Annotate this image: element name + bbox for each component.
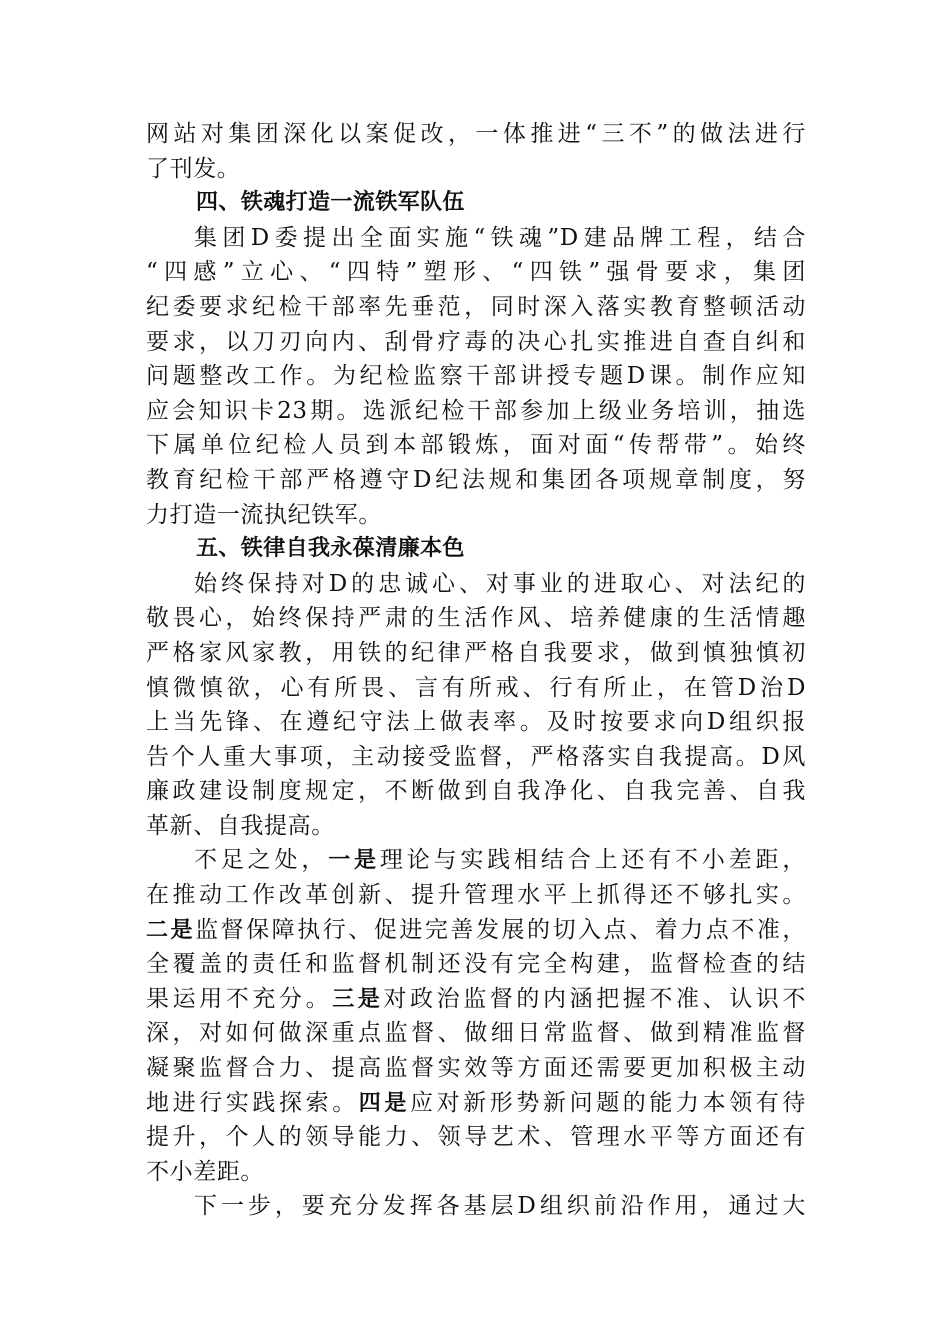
text-line: 提升，个人的领导能力、领导艺术、管理水平等方面还有 bbox=[146, 1124, 806, 1151]
text-line: 应会知识卡23期。选派纪检干部参加上级业务培训，抽选 bbox=[146, 397, 806, 424]
text-line: 深，对如何做深重点监督、做细日常监督、做到精准监督 bbox=[146, 1020, 806, 1047]
document-page bbox=[146, 117, 806, 1224]
bold-marker: 四是 bbox=[358, 1090, 410, 1116]
text-line: 严格家风家教，用铁的纪律严格自我要求，做到慎独慎初 bbox=[146, 639, 806, 666]
text-line: 始终保持对D的忠诚心、对事业的进取心、对法纪的 bbox=[194, 570, 806, 597]
text-line: 不小差距。 bbox=[146, 1158, 264, 1185]
text-line: 慎微慎欲，心有所畏、言有所戒、行有所止，在管D治D bbox=[146, 674, 806, 701]
text-line: 下属单位纪检人员到本部锻炼，面对面“传帮带”。始终 bbox=[146, 432, 806, 459]
text-line: 教育纪检干部严格遵守D纪法规和集团各项规章制度，努 bbox=[146, 466, 806, 493]
text-line: 下一步，要充分发挥各基层D组织前沿作用，通过大 bbox=[194, 1193, 806, 1220]
text-line: 不足之处，一是理论与实践相结合上还有不小差距， bbox=[194, 847, 806, 874]
text-line: 要求，以刀刃向内、刮骨疗毒的决心扎实推进自查自纠和 bbox=[146, 328, 806, 355]
text-line: 上当先锋、在遵纪守法上做表率。及时按要求向D组织报 bbox=[146, 709, 806, 736]
text-line: 敬畏心，始终保持严肃的生活作风、培养健康的生活情趣 bbox=[146, 605, 806, 632]
text-line: 网站对集团深化以案促改，一体推进“三不”的做法进行 bbox=[146, 121, 806, 147]
text-line: 凝聚监督合力、提高监督实效等方面还需要更加积极主动 bbox=[146, 1055, 806, 1082]
section-heading: 五、铁律自我永葆清廉本色 bbox=[196, 536, 465, 562]
text-line: 果运用不充分。三是对政治监督的内涵把握不准、认识不 bbox=[146, 985, 806, 1012]
bold-marker: 二是 bbox=[146, 917, 196, 943]
bold-marker: 一是 bbox=[328, 848, 380, 874]
text-line: 问题整改工作。为纪检监察干部讲授专题D课。制作应知 bbox=[146, 363, 806, 390]
document-body bbox=[146, 117, 806, 843]
text-line: “四感”立心、“四特”塑形、“四铁”强骨要求，集团 bbox=[146, 259, 806, 286]
text-line: 二是监督保障执行、促进完善发展的切入点、着力点不准， bbox=[146, 916, 806, 943]
text-line: 力打造一流执纪铁军。 bbox=[146, 501, 382, 528]
text-line: 纪委要求纪检干部率先垂范，同时深入落实教育整顿活动 bbox=[146, 293, 806, 320]
shortcomings-paragraph bbox=[146, 843, 806, 1189]
text-line: 在推动工作改革创新、提升管理水平上抓得还不够扎实。 bbox=[146, 882, 806, 909]
text-line: 告个人重大事项，主动接受监督，严格落实自我提高。D风 bbox=[146, 743, 806, 770]
section-heading: 四、铁魂打造一流铁军队伍 bbox=[196, 190, 465, 216]
bold-marker: 三是 bbox=[332, 986, 384, 1012]
text-line: 全覆盖的责任和监督机制还没有完全构建，监督检查的结 bbox=[146, 951, 806, 978]
next-step-paragraph bbox=[146, 1189, 806, 1224]
text-line: 革新、自我提高。 bbox=[146, 812, 335, 839]
text-line: 了刊发。 bbox=[146, 155, 241, 182]
text-line: 集团D委提出全面实施“铁魂”D建品牌工程，结合 bbox=[194, 224, 806, 251]
text-line: 廉政建设制度规定，不断做到自我净化、自我完善、自我 bbox=[146, 778, 806, 805]
text-line: 地进行实践探索。四是应对新形势新问题的能力本领有待 bbox=[146, 1089, 806, 1116]
